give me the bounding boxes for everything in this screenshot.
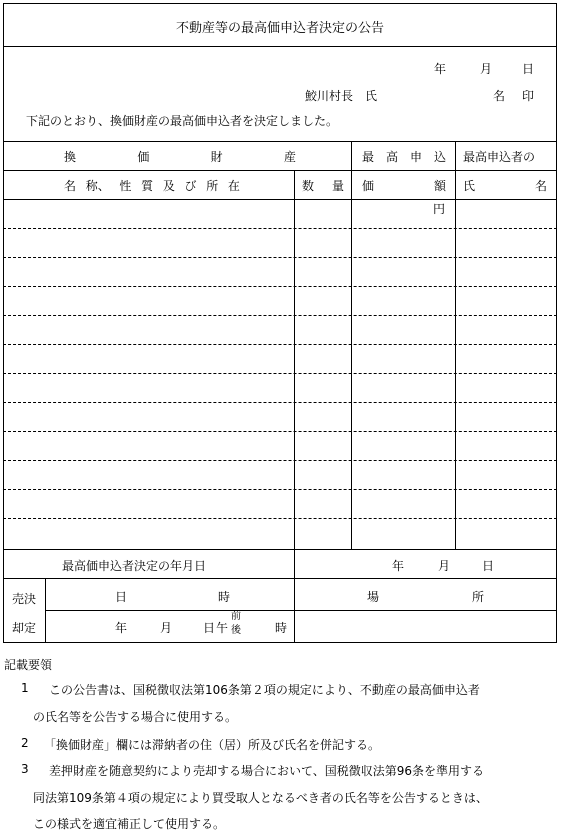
issuer-name-prefix: 氏 [365,89,378,103]
row-divider [3,489,557,490]
notes-heading: 記載要領 [4,658,53,672]
unit-yen: 円 [433,202,446,216]
header-bidder: 最高申込者の [463,150,536,164]
note-line: 同法第109条第４項の規定により買受取人となるべき者の氏名等を公告するときは、 [33,791,488,805]
decision-month: 月 [438,559,451,573]
note-line: この公告書は、国税徴収法第106条第２項の規定により、不動産の最高価申込者 [49,683,480,697]
subheader-line [3,170,557,171]
date-year: 年 [434,62,447,76]
time-ampm: 午 [216,621,229,635]
time-header: 日 時 [115,590,230,604]
row-divider [3,402,557,403]
note-number: 2 [21,736,29,750]
row-divider [3,460,557,461]
col-divider-bidder [455,141,456,549]
note-line: 差押財産を随意契約により売却する場合において、国税徴収法第96条を準用する [49,764,485,778]
note-line: の氏名等を公告する場合に使用する。 [33,710,238,724]
time-year: 年 [115,621,128,635]
sale-row-top [3,578,557,579]
row-divider [3,431,557,432]
issuer-village: 鮫川村長 [305,89,354,103]
issuer-name-suffix: 名 [493,89,506,103]
header-property: 換 価 財 産 [64,150,296,164]
date-month: 月 [480,62,493,76]
sale-mid-line [45,610,557,611]
note-line: この様式を適宜補正して使用する。 [33,817,226,831]
issuer-seal: 印 [522,89,535,103]
row-divider [3,286,557,287]
time-before: 前 [231,611,241,622]
form-frame [3,3,557,643]
reject-label: 却定 [12,621,37,635]
decision-divider [294,549,295,578]
form-title: 不動産等の最高価申込者決定の公告 [175,21,384,36]
decision-day: 日 [482,559,495,573]
subheader-name-location: 名 称、 性 質 及 び 所 在 [64,179,240,193]
subheader-bidder-name: 氏 名 [463,179,547,193]
row-divider [3,344,557,345]
note-number: 1 [21,681,29,695]
note-line: 「換価財産」欄には滞納者の住（居）所及び氏名を併記する。 [44,738,381,752]
place-header: 場 所 [367,590,484,604]
table-top-line [3,141,557,142]
time-hour: 時 [275,621,288,635]
row-divider [3,518,557,519]
note-number: 3 [21,762,29,776]
time-month: 月 [160,621,173,635]
row-divider [3,257,557,258]
subheader-quantity: 数 量 [302,179,344,193]
decision-row-top [3,549,557,550]
sale-label: 売決 [12,592,37,606]
title-divider [3,46,557,47]
col-divider-price [351,141,352,549]
row-divider [3,228,557,229]
date-day: 日 [522,62,535,76]
time-after: 後 [231,625,241,636]
decision-date-label: 最高価申込者決定の年月日 [62,559,207,573]
intro-text: 下記のとおり、換価財産の最高価申込者を決定しました。 [26,114,339,128]
col-divider-qty [294,170,295,549]
row-divider [3,373,557,374]
row-divider [3,315,557,316]
header-bottom-line [3,199,557,200]
time-day: 日 [203,621,216,635]
header-price: 最 高 申 込 [362,150,446,164]
subheader-price: 価 額 [362,179,446,193]
decision-year: 年 [392,559,405,573]
